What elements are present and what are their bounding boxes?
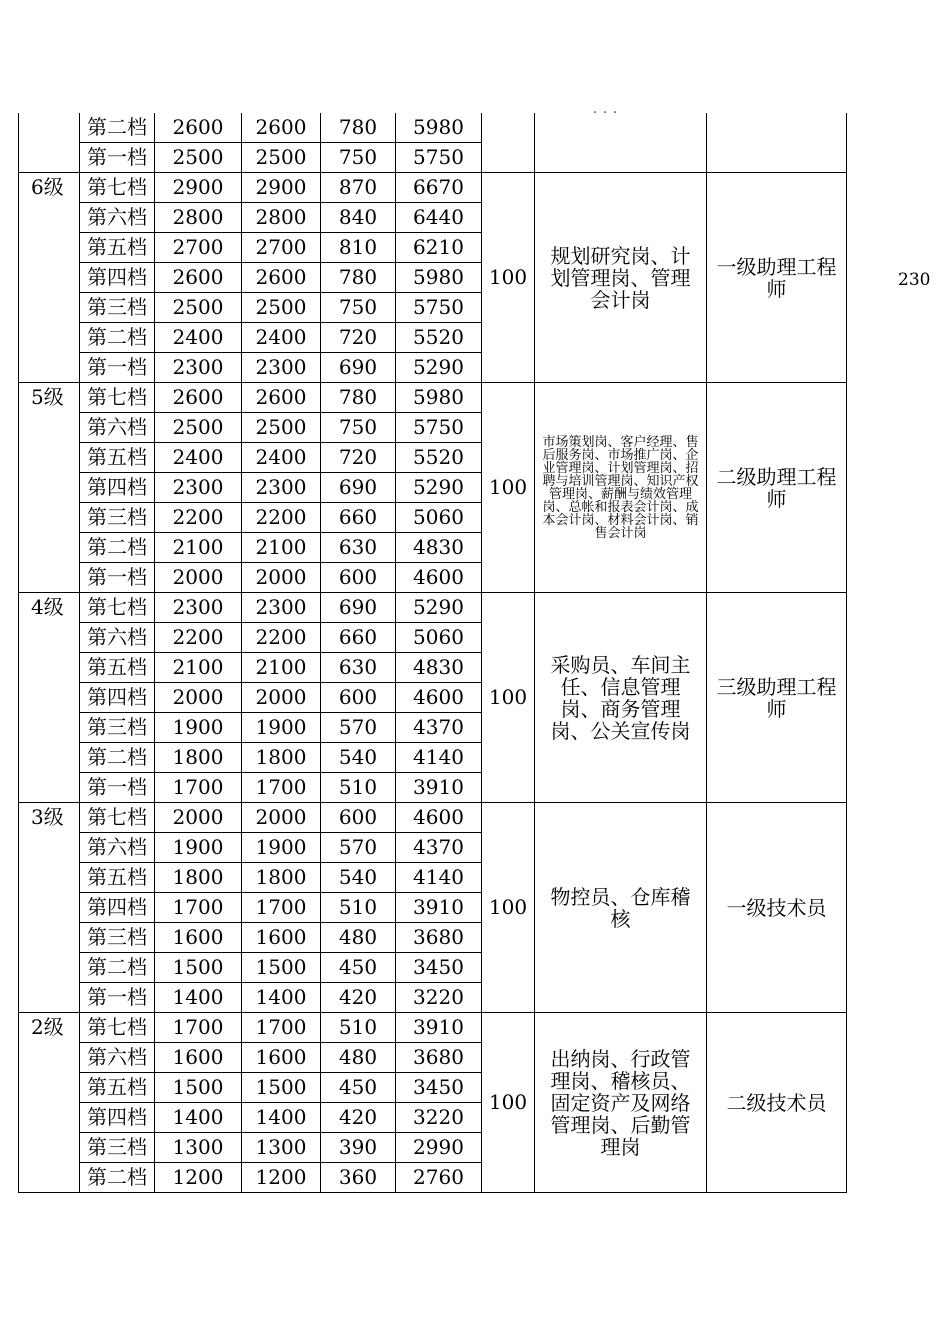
value-cell: 2600	[155, 263, 242, 293]
value-cell: 2600	[242, 113, 321, 143]
positions-cell: 出纳岗、行政管理岗、稽核员、固定资产及网络管理岗、后勤管理岗	[535, 1013, 707, 1193]
level-cell	[19, 233, 80, 263]
grade-cell: 第四档	[80, 1103, 155, 1133]
level-cell	[19, 473, 80, 503]
value-cell: 2700	[242, 233, 321, 263]
value-cell: 1400	[242, 1103, 321, 1133]
value-cell: 1600	[242, 923, 321, 953]
value-cell: 750	[321, 413, 396, 443]
value-cell: 2600	[155, 383, 242, 413]
level-cell	[19, 623, 80, 653]
value-cell: 360	[321, 1163, 396, 1193]
grade-cell: 第三档	[80, 293, 155, 323]
value-cell: 5290	[396, 593, 482, 623]
value-cell: 2500	[242, 413, 321, 443]
value-cell: 2200	[242, 623, 321, 653]
value-cell: 5060	[396, 623, 482, 653]
value-cell: 1900	[242, 713, 321, 743]
value-cell: 2100	[155, 533, 242, 563]
level-cell	[19, 293, 80, 323]
salary-grade-table	[18, 113, 847, 1193]
grade-cell: 第二档	[80, 1163, 155, 1193]
value-cell: 5520	[396, 443, 482, 473]
value-cell: 1700	[155, 893, 242, 923]
value-cell: 3680	[396, 1043, 482, 1073]
table-row	[19, 803, 847, 833]
value-cell: 4140	[396, 863, 482, 893]
bonus-cell: 100	[482, 173, 535, 383]
grade-cell: 第五档	[80, 233, 155, 263]
level-cell	[19, 713, 80, 743]
grade-cell: 第三档	[80, 713, 155, 743]
value-cell: 750	[321, 143, 396, 173]
value-cell: 1400	[242, 983, 321, 1013]
value-cell: 450	[321, 1073, 396, 1103]
level-cell	[19, 203, 80, 233]
value-cell: 570	[321, 833, 396, 863]
table-row	[19, 1013, 847, 1043]
grade-cell: 第二档	[80, 113, 155, 143]
value-cell: 1700	[242, 893, 321, 923]
value-cell: 1900	[155, 833, 242, 863]
value-cell: 2100	[242, 533, 321, 563]
value-cell: 2000	[155, 683, 242, 713]
level-cell	[19, 893, 80, 923]
grade-cell: 第五档	[80, 1073, 155, 1103]
level-cell	[19, 743, 80, 773]
value-cell: 5980	[396, 383, 482, 413]
value-cell: 2500	[155, 293, 242, 323]
level-cell: 2级	[19, 1013, 80, 1043]
value-cell: 5060	[396, 503, 482, 533]
value-cell: 2400	[242, 323, 321, 353]
value-cell: 2500	[155, 413, 242, 443]
positions-cell	[535, 113, 707, 173]
value-cell: 690	[321, 593, 396, 623]
value-cell: 4830	[396, 653, 482, 683]
value-cell: 1400	[155, 983, 242, 1013]
level-cell	[19, 113, 80, 143]
value-cell: 2000	[155, 803, 242, 833]
value-cell: 2300	[242, 473, 321, 503]
value-cell: 5520	[396, 323, 482, 353]
value-cell: 3910	[396, 773, 482, 803]
value-cell: 1800	[155, 743, 242, 773]
level-cell	[19, 983, 80, 1013]
level-cell	[19, 923, 80, 953]
level-cell	[19, 953, 80, 983]
grade-cell: 第七档	[80, 173, 155, 203]
value-cell: 2000	[155, 563, 242, 593]
value-cell: 690	[321, 353, 396, 383]
positions-cell: 物控员、仓库稽核	[535, 803, 707, 1013]
value-cell: 510	[321, 773, 396, 803]
value-cell: 2400	[242, 443, 321, 473]
value-cell: 5980	[396, 113, 482, 143]
value-cell: 5980	[396, 263, 482, 293]
table-row	[19, 383, 847, 413]
value-cell: 690	[321, 473, 396, 503]
value-cell: 2900	[155, 173, 242, 203]
value-cell: 780	[321, 263, 396, 293]
level-cell	[19, 143, 80, 173]
level-cell	[19, 863, 80, 893]
value-cell: 1700	[242, 773, 321, 803]
value-cell: 6210	[396, 233, 482, 263]
value-cell: 2200	[155, 623, 242, 653]
level-cell	[19, 263, 80, 293]
grade-cell: 第二档	[80, 743, 155, 773]
grade-cell: 第一档	[80, 353, 155, 383]
value-cell: 1500	[242, 1073, 321, 1103]
level-cell: 6级	[19, 173, 80, 203]
value-cell: 1900	[242, 833, 321, 863]
value-cell: 1400	[155, 1103, 242, 1133]
value-cell: 1300	[242, 1133, 321, 1163]
grade-cell: 第五档	[80, 443, 155, 473]
level-cell: 4级	[19, 593, 80, 623]
level-cell	[19, 353, 80, 383]
value-cell: 1300	[155, 1133, 242, 1163]
level-cell	[19, 1163, 80, 1193]
value-cell: 480	[321, 923, 396, 953]
value-cell: 510	[321, 1013, 396, 1043]
value-cell: 1600	[155, 923, 242, 953]
grade-cell: 第七档	[80, 803, 155, 833]
value-cell: 3450	[396, 953, 482, 983]
value-cell: 600	[321, 563, 396, 593]
value-cell: 3910	[396, 1013, 482, 1043]
bonus-cell	[482, 113, 535, 173]
title-cell	[707, 113, 847, 173]
value-cell: 2500	[242, 143, 321, 173]
positions-cell: 规划研究岗、计划管理岗、管理会计岗	[535, 173, 707, 383]
grade-cell: 第六档	[80, 1043, 155, 1073]
value-cell: 1800	[242, 863, 321, 893]
level-cell	[19, 1073, 80, 1103]
value-cell: 2500	[242, 293, 321, 323]
bonus-cell: 100	[482, 383, 535, 593]
value-cell: 2990	[396, 1133, 482, 1163]
value-cell: 4600	[396, 563, 482, 593]
title-cell: 二级助理工程师	[707, 383, 847, 593]
value-cell: 2200	[155, 503, 242, 533]
grade-cell: 第六档	[80, 623, 155, 653]
value-cell: 540	[321, 743, 396, 773]
grade-cell: 第四档	[80, 893, 155, 923]
bonus-cell: 100	[482, 803, 535, 1013]
grade-cell: 第五档	[80, 863, 155, 893]
grade-cell: 第二档	[80, 533, 155, 563]
value-cell: 780	[321, 383, 396, 413]
value-cell: 480	[321, 1043, 396, 1073]
value-cell: 5750	[396, 293, 482, 323]
grade-cell: 第七档	[80, 1013, 155, 1043]
value-cell: 570	[321, 713, 396, 743]
value-cell: 870	[321, 173, 396, 203]
grade-cell: 第一档	[80, 773, 155, 803]
clipped-header-text: ・・・	[590, 108, 620, 119]
level-cell	[19, 653, 80, 683]
grade-cell: 第四档	[80, 263, 155, 293]
value-cell: 5750	[396, 143, 482, 173]
grade-cell: 第六档	[80, 833, 155, 863]
value-cell: 5750	[396, 413, 482, 443]
value-cell: 2600	[155, 113, 242, 143]
value-cell: 4600	[396, 683, 482, 713]
value-cell: 2300	[242, 593, 321, 623]
level-cell	[19, 683, 80, 713]
value-cell: 390	[321, 1133, 396, 1163]
value-cell: 3220	[396, 1103, 482, 1133]
level-cell	[19, 323, 80, 353]
value-cell: 1800	[242, 743, 321, 773]
grade-cell: 第四档	[80, 683, 155, 713]
value-cell: 2300	[155, 593, 242, 623]
value-cell: 2000	[242, 803, 321, 833]
value-cell: 3220	[396, 983, 482, 1013]
value-cell: 540	[321, 863, 396, 893]
value-cell: 2800	[242, 203, 321, 233]
value-cell: 1200	[242, 1163, 321, 1193]
table-row	[19, 173, 847, 203]
value-cell: 600	[321, 683, 396, 713]
table-row	[19, 593, 847, 623]
value-cell: 600	[321, 803, 396, 833]
value-cell: 420	[321, 983, 396, 1013]
value-cell: 2400	[155, 323, 242, 353]
bonus-cell: 100	[482, 593, 535, 803]
value-cell: 2400	[155, 443, 242, 473]
grade-cell: 第一档	[80, 563, 155, 593]
value-cell: 2000	[242, 683, 321, 713]
value-cell: 630	[321, 533, 396, 563]
title-cell: 三级助理工程师	[707, 593, 847, 803]
grade-cell: 第五档	[80, 653, 155, 683]
grade-cell: 第二档	[80, 323, 155, 353]
level-cell	[19, 833, 80, 863]
value-cell: 1800	[155, 863, 242, 893]
grade-cell: 第三档	[80, 503, 155, 533]
value-cell: 4600	[396, 803, 482, 833]
value-cell: 4140	[396, 743, 482, 773]
value-cell: 2760	[396, 1163, 482, 1193]
value-cell: 510	[321, 893, 396, 923]
title-cell: 一级技术员	[707, 803, 847, 1013]
grade-cell: 第六档	[80, 413, 155, 443]
value-cell: 420	[321, 1103, 396, 1133]
value-cell: 5290	[396, 473, 482, 503]
value-cell: 1500	[242, 953, 321, 983]
value-cell: 1500	[155, 1073, 242, 1103]
grade-cell: 第一档	[80, 143, 155, 173]
positions-cell: 市场策划岗、客户经理、售后服务岗、市场推广岗、企业管理岗、计划管理岗、招聘与培训管理岗、知识产权管理岗、薪酬与绩效管理岗、总帐和报表会计岗、成本会计岗、材料会计岗、销售会计岗	[535, 383, 707, 593]
value-cell: 2100	[155, 653, 242, 683]
value-cell: 660	[321, 503, 396, 533]
value-cell: 720	[321, 323, 396, 353]
value-cell: 2300	[155, 473, 242, 503]
value-cell: 1700	[155, 1013, 242, 1043]
value-cell: 1700	[155, 773, 242, 803]
value-cell: 1600	[155, 1043, 242, 1073]
side-value: 230	[898, 270, 931, 290]
value-cell: 660	[321, 623, 396, 653]
value-cell: 2900	[242, 173, 321, 203]
value-cell: 750	[321, 293, 396, 323]
level-cell	[19, 533, 80, 563]
value-cell: 6670	[396, 173, 482, 203]
value-cell: 1500	[155, 953, 242, 983]
value-cell: 2600	[242, 263, 321, 293]
value-cell: 780	[321, 113, 396, 143]
title-cell: 一级助理工程师	[707, 173, 847, 383]
level-cell: 3级	[19, 803, 80, 833]
value-cell: 4830	[396, 533, 482, 563]
level-cell	[19, 1133, 80, 1163]
value-cell: 2000	[242, 563, 321, 593]
level-cell	[19, 1043, 80, 1073]
level-cell: 5级	[19, 383, 80, 413]
level-cell	[19, 413, 80, 443]
level-cell	[19, 773, 80, 803]
value-cell: 2200	[242, 503, 321, 533]
value-cell: 2700	[155, 233, 242, 263]
value-cell: 2500	[155, 143, 242, 173]
grade-cell: 第三档	[80, 1133, 155, 1163]
value-cell: 2300	[155, 353, 242, 383]
grade-cell: 第三档	[80, 923, 155, 953]
value-cell: 1600	[242, 1043, 321, 1073]
grade-cell: 第七档	[80, 383, 155, 413]
value-cell: 6440	[396, 203, 482, 233]
value-cell: 720	[321, 443, 396, 473]
positions-cell: 采购员、车间主任、信息管理岗、商务管理岗、公关宣传岗	[535, 593, 707, 803]
table-row	[19, 113, 847, 143]
level-cell	[19, 563, 80, 593]
grade-cell: 第七档	[80, 593, 155, 623]
bonus-cell: 100	[482, 1013, 535, 1193]
value-cell: 2300	[242, 353, 321, 383]
level-cell	[19, 503, 80, 533]
value-cell: 1700	[242, 1013, 321, 1043]
value-cell: 1200	[155, 1163, 242, 1193]
value-cell: 3680	[396, 923, 482, 953]
value-cell: 810	[321, 233, 396, 263]
value-cell: 630	[321, 653, 396, 683]
grade-cell: 第六档	[80, 203, 155, 233]
value-cell: 2100	[242, 653, 321, 683]
grade-cell: 第一档	[80, 983, 155, 1013]
grade-cell: 第四档	[80, 473, 155, 503]
value-cell: 1900	[155, 713, 242, 743]
grade-cell: 第二档	[80, 953, 155, 983]
value-cell: 2600	[242, 383, 321, 413]
value-cell: 4370	[396, 713, 482, 743]
level-cell	[19, 443, 80, 473]
value-cell: 840	[321, 203, 396, 233]
value-cell: 4370	[396, 833, 482, 863]
value-cell: 3910	[396, 893, 482, 923]
title-cell: 二级技术员	[707, 1013, 847, 1193]
value-cell: 2800	[155, 203, 242, 233]
value-cell: 5290	[396, 353, 482, 383]
level-cell	[19, 1103, 80, 1133]
value-cell: 3450	[396, 1073, 482, 1103]
value-cell: 450	[321, 953, 396, 983]
